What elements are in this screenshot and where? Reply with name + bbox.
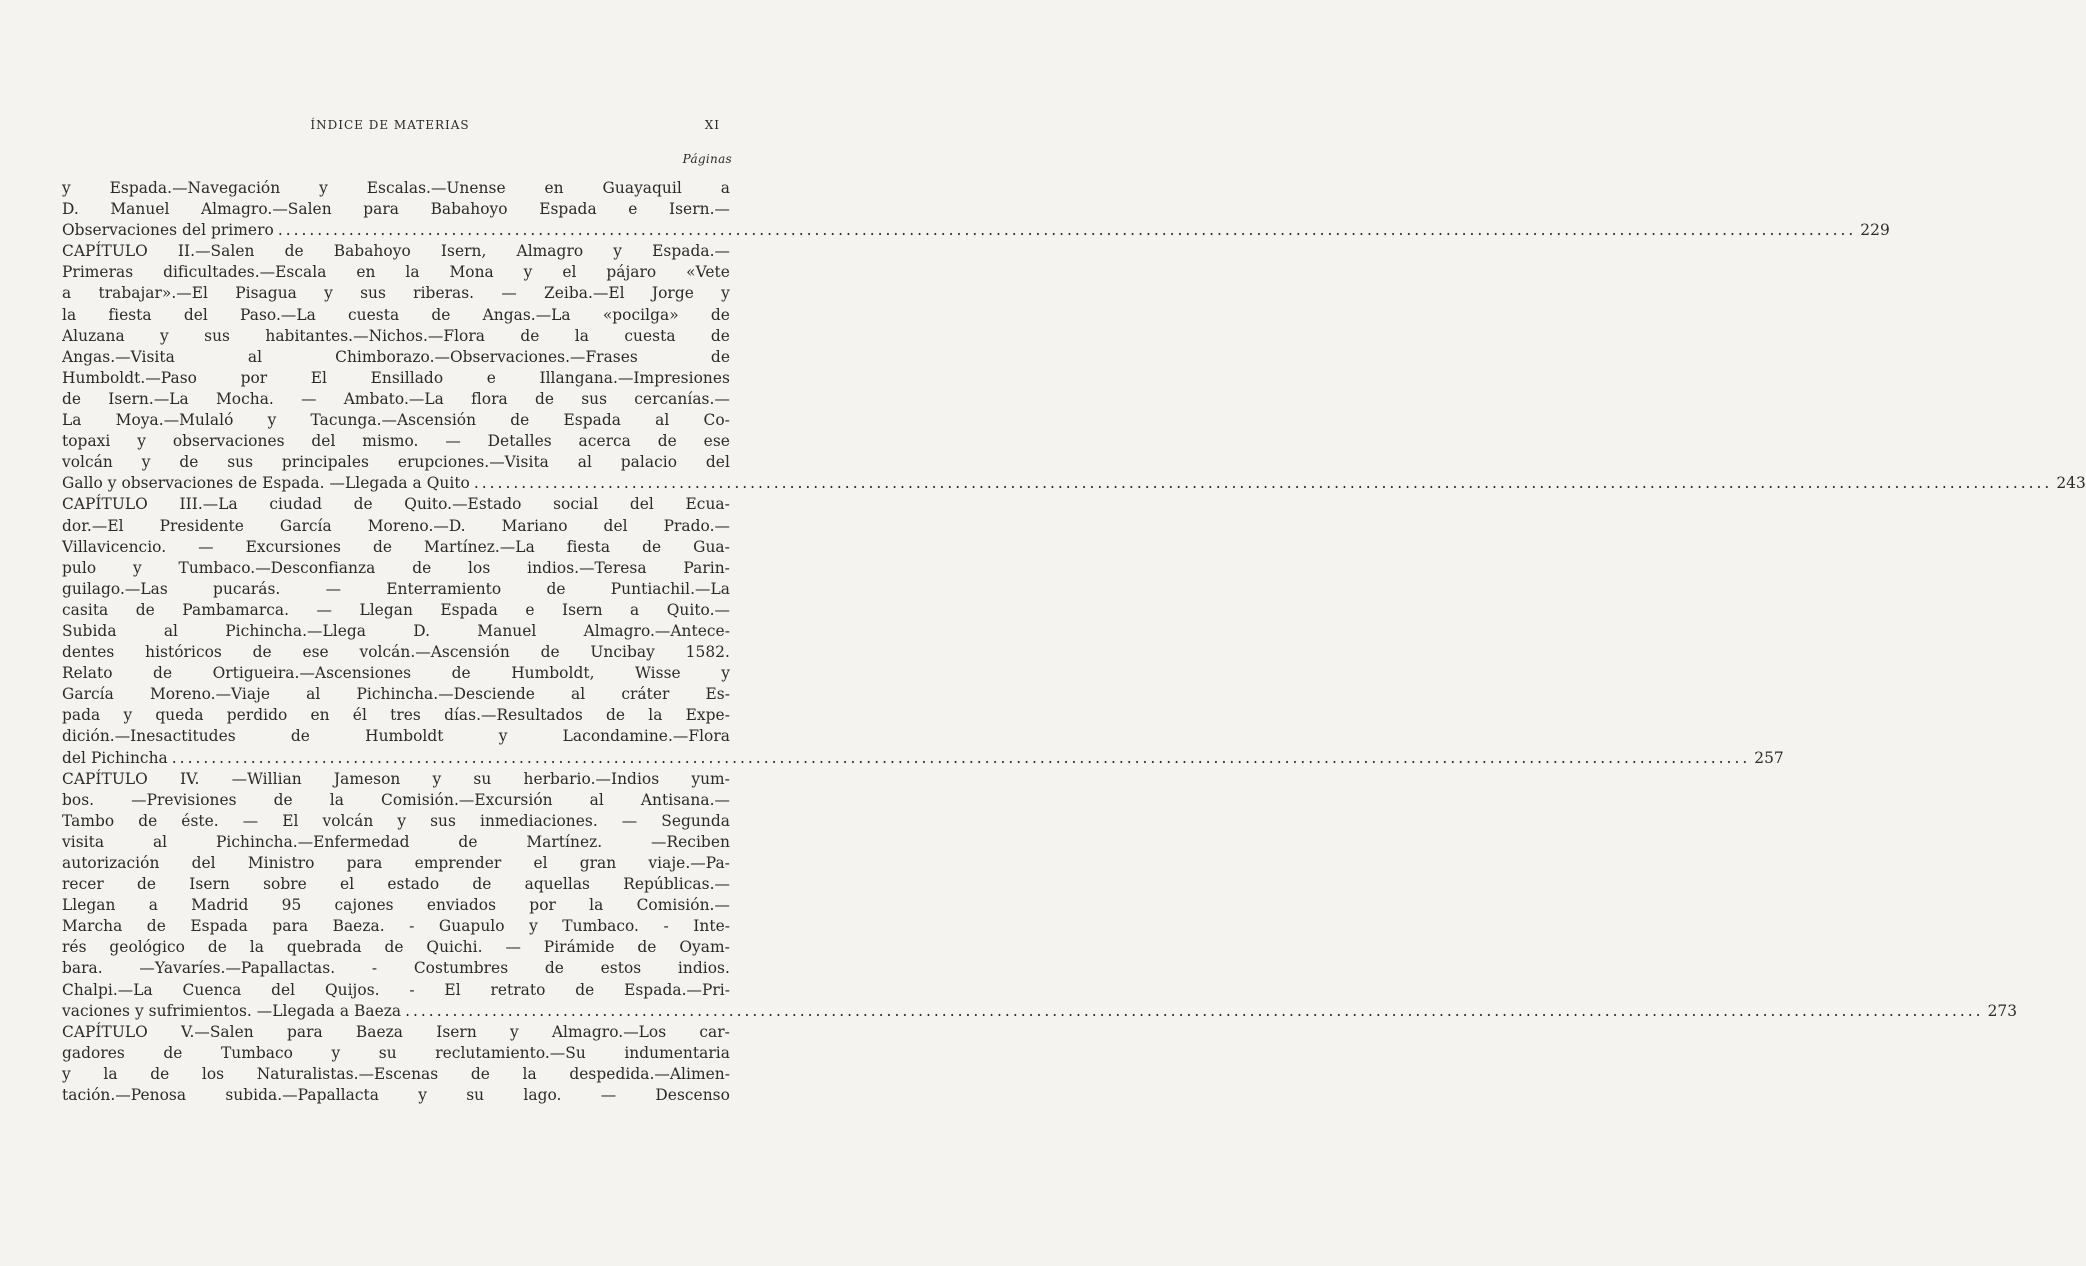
toc-line: recer de Isern sobre el estado de aquellas Repúblicas.— [62, 875, 730, 894]
toc-line-text: Gallo y observaciones de Espada. —Llegada a Quito [62, 474, 470, 493]
toc-line: dentes históricos de ese volcán.—Ascensión de Uncibay 1582. [62, 643, 730, 662]
running-header-title: ÍNDICE DE MATERIAS [310, 118, 470, 132]
toc-line: Llegan a Madrid 95 cajones enviados por la Comisión.— [62, 896, 730, 915]
toc-line: Chalpi.—La Cuenca del Quijos. - El retrato de Espada.—Pri- [62, 980, 730, 999]
dot-leader: ........................................................................................................................................................................................................ [405, 1001, 1984, 1020]
toc-line-with-page [62, 1001, 2018, 1022]
toc-line: Tambo de éste. — El volcán y sus inmediaciones. — Segunda [62, 811, 730, 830]
toc-line: gadores de Tumbaco y su reclutamiento.—Su indumentaria [62, 1043, 730, 1062]
running-header [60, 118, 720, 138]
page-number: 243 [2056, 474, 2086, 493]
toc-line: visita al Pichincha.—Enfermedad de Martínez. —Reciben [62, 832, 730, 851]
toc-line-with-page [62, 473, 2086, 494]
page-number: 273 [1987, 1001, 2018, 1020]
toc-line: dición.—Inesactitudes de Humboldt y Lacondamine.—Flora [62, 727, 730, 746]
toc-line: CAPÍTULO III.—La ciudad de Quito.—Estado social del Ecua- [62, 495, 730, 514]
dot-leader: ........................................................................................................................................................................................................ [473, 474, 2053, 493]
page-number: 229 [1860, 221, 1890, 240]
toc-line-text: Observaciones del primero [62, 221, 274, 240]
page-number: 257 [1754, 748, 1784, 767]
toc-line: Marcha de Espada para Baeza. - Guapulo y Tumbaco. - Inte- [62, 917, 730, 936]
toc-line: la fiesta del Paso.—La cuesta de Angas.—La «pocilga» de [62, 305, 730, 324]
toc-line: La Moya.—Mulaló y Tacunga.—Ascensión de Espada al Co- [62, 411, 730, 430]
toc-line: CAPÍTULO II.—Salen de Babahoyo Isern, Almagro y Espada.— [62, 242, 730, 261]
toc-line: y la de los Naturalistas.—Escenas de la despedida.—Alimen- [62, 1064, 730, 1083]
toc-line: bos. —Previsiones de la Comisión.—Excursión al Antisana.— [62, 790, 730, 809]
toc-line: bara. —Yavaríes.—Papallactas. - Costumbres de estos indios. [62, 959, 730, 978]
toc-line: pulo y Tumbaco.—Desconfianza de los indios.—Teresa Parin- [62, 558, 730, 577]
toc-line: Angas.—Visita al Chimborazo.—Observaciones.—Frases de [62, 347, 730, 366]
toc-line: autorización del Ministro para emprender el gran viaje.—Pa- [62, 854, 730, 872]
toc-line: Subida al Pichincha.—Llega D. Manuel Almagro.—Antece- [62, 621, 730, 640]
toc-line: Aluzana y sus habitantes.—Nichos.—Flora de la cuesta de [62, 326, 730, 345]
toc-line: CAPÍTULO V.—Salen para Baeza Isern y Almagro.—Los car- [62, 1022, 730, 1041]
toc-line: Relato de Ortigueira.—Ascensiones de Humboldt, Wisse y [62, 664, 730, 683]
toc-line: García Moreno.—Viaje al Pichincha.—Desciende al cráter Es- [62, 685, 730, 704]
toc-line: volcán y de sus principales erupciones.—Visita al palacio del [62, 453, 730, 472]
toc-line: a trabajar».—El Pisagua y sus riberas. — Zeiba.—El Jorge y [62, 284, 730, 303]
toc-line: topaxi y observaciones del mismo. — Detalles acerca de ese [62, 432, 730, 451]
toc-line: casita de Pambamarca. — Llegan Espada e Isern a Quito.— [62, 600, 730, 619]
toc-line-with-page [62, 220, 1890, 241]
paginas-label: Páginas [682, 152, 732, 166]
page-folio: XI [704, 118, 720, 132]
toc-line: dor.—El Presidente García Moreno.—D. Mariano del Prado.— [62, 516, 730, 535]
toc-line: pada y queda perdido en él tres días.—Resultados de la Expe- [62, 706, 730, 725]
toc-line: tación.—Penosa subida.—Papallacta y su lago. — Descenso [62, 1086, 730, 1105]
toc-line: y Espada.—Navegación y Escalas.—Unense en Guayaquil a [62, 179, 730, 197]
toc-line: guilago.—Las pucarás. — Enterramiento de Puntiachil.—La [62, 579, 730, 598]
toc-line: Primeras dificultades.—Escala en la Mona y el pájaro «Vete [62, 263, 730, 282]
toc-line: Villavicencio. — Excursiones de Martínez.—La fiesta de Gua- [62, 537, 730, 556]
table-of-contents [62, 178, 2086, 1106]
toc-line: rés geológico de la quebrada de Quichi. — Pirámide de Oyam- [62, 938, 730, 957]
toc-line-text: del Pichincha [62, 748, 168, 767]
dot-leader: ........................................................................................................................................................................................................ [277, 221, 1857, 240]
toc-line-with-page [62, 748, 1784, 769]
toc-line: D. Manuel Almagro.—Salen para Babahoyo Espada e Isern.— [62, 200, 730, 219]
toc-line: de Isern.—La Mocha. — Ambato.—La flora de sus cercanías.— [62, 389, 730, 408]
dot-leader: ........................................................................................................................................................................................................ [171, 748, 1751, 767]
toc-line: CAPÍTULO IV. —Willian Jameson y su herbario.—Indios yum- [62, 769, 730, 788]
toc-line: Humboldt.—Paso por El Ensillado e Illangana.—Impresiones [62, 368, 730, 387]
toc-line-text: vaciones y sufrimientos. —Llegada a Baeza [62, 1001, 402, 1020]
